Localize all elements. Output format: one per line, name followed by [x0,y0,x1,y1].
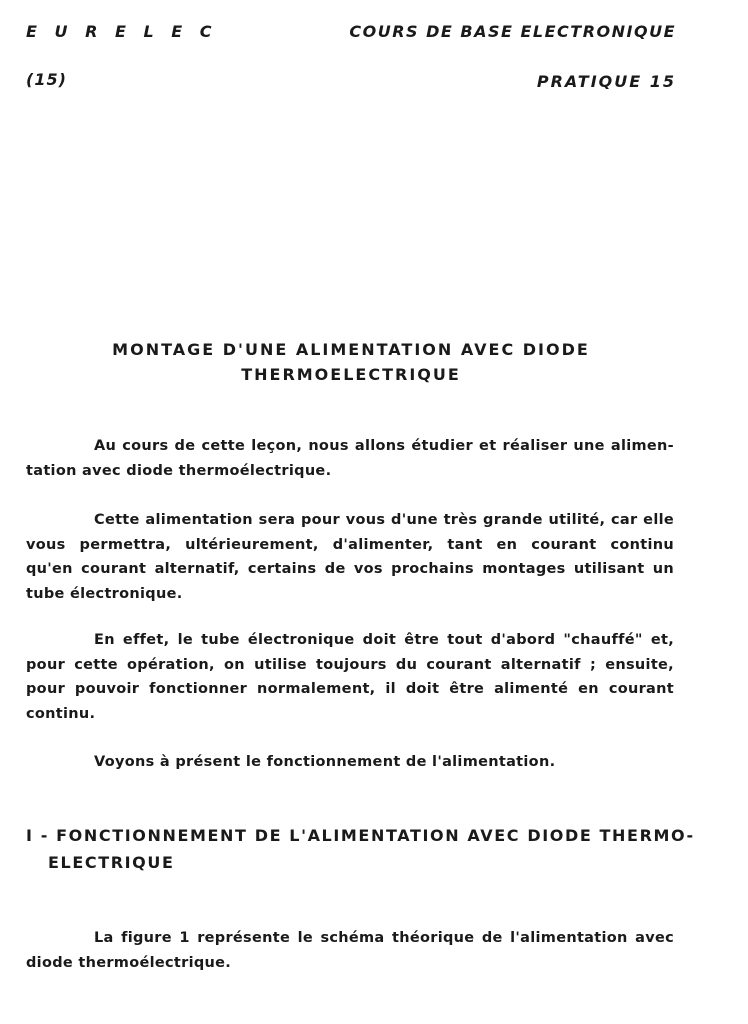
section-heading-line: I - FONCTIONNEMENT DE L'ALIMENTATION AVEC DIODE THERMO- [26,826,695,845]
section-heading [26,822,695,876]
paragraph-line: qu'en courant alternatif, certains de vos prochains montages utilisant un [26,561,674,577]
header-lesson-number: (15) [26,70,67,89]
section-heading-line: ELECTRIQUE [48,853,175,872]
paragraph-line: Voyons à présent le fonctionnement de l'alimentation. [94,754,556,770]
paragraph-tube [26,628,674,726]
document-title-line: THERMOELECTRIQUE [241,365,461,384]
paragraph-line: diode thermoélectrique. [26,954,232,971]
paragraph-line: Cette alimentation sera pour vous d'une très grande utilité, car elle [94,512,674,528]
paragraph-line: Au cours de cette leçon, nous allons étudier et réaliser une alimen- [94,438,674,454]
paragraph-intro [26,434,674,483]
paragraph-line: pour cette opération, on utilise toujours du courant alternatif ; ensuite, [26,656,674,673]
paragraph-utility [26,508,674,606]
document-title-line: MONTAGE D'UNE ALIMENTATION AVEC DIODE [112,340,590,359]
paragraph-line: En effet, le tube électronique doit être tout d'abord "chauffé" et, [94,632,674,648]
paragraph-line: pour pouvoir fonctionner normalement, il doit être alimenté en courant [26,681,674,697]
paragraph-line: tation avec diode thermoélectrique. [26,462,332,479]
paragraph-line: continu. [26,705,96,722]
paragraph-line: La figure 1 représente le schéma théorique de l'alimentation avec [94,930,674,946]
header-course-title: COURS DE BASE ELECTRONIQUE [349,22,676,41]
paragraph-figure-reference [26,926,674,975]
header-brand: E U R E L E C [26,22,218,41]
document-title [26,337,676,387]
paragraph-line: tube électronique. [26,585,183,602]
header-practice-label: PRATIQUE 15 [536,72,676,91]
paragraph-line: vous permettra, ultérieurement, d'alimenter, tant en courant continu [26,536,674,553]
paragraph-transition [26,750,674,775]
